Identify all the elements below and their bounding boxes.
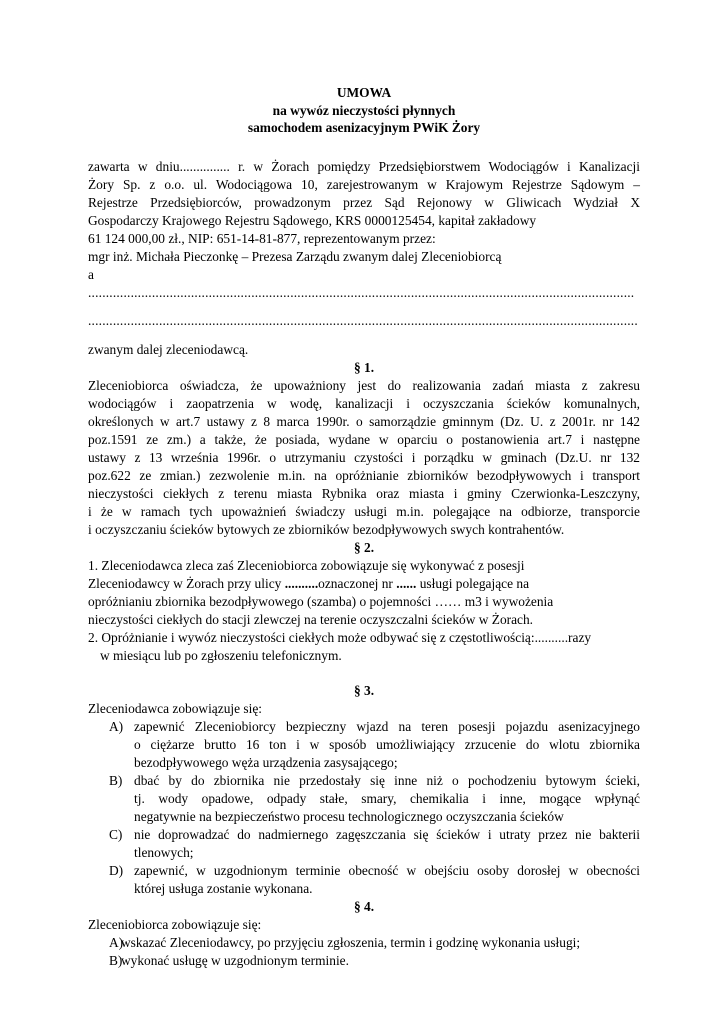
list-line: której usługa zostanie wykonana. — [134, 880, 313, 896]
list-line: nie doprowadzać do nadmiernego zagęszczania się ścieków i utraty przez nie bakterii — [134, 826, 640, 842]
list-line: negatywnie na bezpieczeństwo procesu technologicznego oczyszczania ścieków — [134, 808, 564, 824]
title-line: na wywóz nieczystości płynnych — [272, 102, 456, 118]
section-3 — [88, 682, 640, 898]
text-run: oznaczonej nr — [318, 575, 397, 591]
intro-line: mgr inż. Michała Pieczonkę – Prezesa Zarządu zwanym dalej Zleceniobiorcą — [88, 248, 502, 264]
list-line: zapewnić, w uzgodnionym terminie obecność w obejściu osoby dorosłej w obecności — [134, 862, 640, 878]
section-line: wodociągów i zaopatrzenia w wodę, kanalizacji i oczyszczania ścieków komunalnych, — [88, 395, 640, 411]
list-line: bezodpływowego węża urządzenia zasysającego; — [134, 754, 398, 770]
section-heading: § 1. — [353, 359, 375, 375]
fill-in-blank: .......... — [284, 575, 319, 591]
intro-closing: zwanym dalej zleceniodawcą. — [88, 341, 249, 357]
title-line: samochodem asenizacyjnym PWiK Żory — [247, 120, 481, 135]
section-heading: § 2. — [353, 539, 375, 555]
section-4 — [88, 898, 640, 970]
list-label: B) — [109, 772, 123, 788]
list-label: B) — [109, 952, 123, 968]
section-line: 1. Zleceniodawca zleca zaś Zleceniobiorca zobowiązuje się wykonywać z posesji — [88, 557, 525, 573]
text-run: Zleceniodawcy w Żorach przy ulicy — [88, 575, 285, 591]
list-line: tlenowych; — [134, 844, 194, 860]
intro-line: Rejestrze Przedsiębiorców, prowadzonym przez Sąd Rejonowy w Gliwicach Wydział X — [88, 194, 640, 210]
section-lead: Zleceniobiorca zobowiązuje się: — [88, 916, 262, 932]
list-item — [88, 934, 640, 952]
title-line: UMOWA — [336, 85, 392, 100]
intro-line: zawarta w dniu............... r. w Żorach pomiędzy Przedsiębiorstwem Wodociągów i Kanalizacji — [88, 158, 640, 174]
list-item — [88, 952, 640, 970]
section-line: Zleceniobiorca oświadcza, że upoważniony jest do realizowania zadań miasta z zakresu — [88, 377, 640, 393]
section-line — [88, 575, 640, 593]
section-line: poz.622 ze zmian.) zezwolenie m.in. na opróżnianie zbiorników bezodpływowych i transport — [88, 467, 640, 483]
dotted-fill-line: .......................................................................................................................................................... — [88, 284, 635, 300]
document-title — [88, 84, 640, 137]
section-line: opróżnianiu zbiornika bezodpływowego (szamba) o pojemności …… m3 i wywożenia — [88, 593, 554, 609]
intro-line: a — [88, 266, 94, 282]
intro-line: Żory Sp. z o.o. ul. Wodociągowa 10, zarejestrowanym w Krajowym Rejestrze Sądowym – — [88, 176, 640, 192]
section-heading: § 3. — [353, 682, 375, 698]
section-1 — [88, 359, 640, 539]
section-line: 2. Opróżnianie i wywóz nieczystości ciekłych może odbywać się z częstotliwością:..........razy — [88, 629, 592, 645]
fill-in-blank: ...... — [396, 575, 417, 591]
list-line: o ciężarze brutto 16 ton i w sposób umożliwiający zrzucenie do wlotu zbiornika — [134, 736, 640, 752]
section-line: poz.1591 ze zm.) a także, że posiada, wydane w oparciu o postanowienia art.7 i następne — [88, 431, 640, 447]
list-item — [88, 862, 640, 898]
list-label: C) — [109, 826, 123, 842]
intro-line: 61 124 000,00 zł., NIP: 651-14-81-877, reprezentowanym przez: — [88, 230, 436, 246]
text-run: usługi polegające na — [416, 575, 530, 591]
list-line: wykonać usługę w uzgodnionym terminie. — [121, 952, 349, 968]
section-2 — [88, 539, 640, 665]
contract-page — [88, 84, 640, 970]
section-line: w miesiącu lub po zgłoszeniu telefonicznym. — [100, 647, 342, 663]
intro-paragraph — [88, 158, 640, 359]
list-line: wskazać Zleceniodawcy, po przyjęciu zgłoszenia, termin i godzinę wykonania usługi; — [121, 934, 581, 950]
intro-line: Gospodarczy Krajowego Rejestru Sądowego, KRS 0000125454, kapitał zakładowy — [88, 212, 537, 228]
list-line: zapewnić Zleceniobiorcy bezpieczny wjazd na teren posesji pojazdu asenizacyjnego — [134, 718, 640, 734]
section-line: nieczystości ciekłych do stacji zlewczej na terenie oczyszczalni ścieków w Żorach. — [88, 611, 534, 627]
list-item — [88, 772, 640, 826]
section-line: ustawy z 13 września 1996r. o utrzymaniu czystości i porządku w gminach (Dz.U. nr 132 — [88, 449, 640, 465]
section-heading: § 4. — [353, 898, 375, 914]
list-line: tj. wody opadowe, odpady stałe, smary, chemikalia i inne, mogące wpłynąć — [134, 790, 640, 806]
section-line: i oczyszczaniu ścieków bytowych ze zbiorników bezodpływowych swych kontrahentów. — [88, 521, 565, 537]
section-lead: Zleceniodawca zobowiązuje się: — [88, 700, 262, 716]
list-item — [88, 826, 640, 862]
list-label: A) — [109, 934, 124, 950]
section-line: i że w ramach tych upoważnień świadczy usługi m.in. polegające na odbiorze, transporcie — [88, 503, 640, 519]
list-label: A) — [109, 718, 124, 734]
section-line: określonych w art.7 ustawy z 8 marca 1990r. o samorządzie gminnym (Dz. U. z 2001r. nr 142 — [88, 413, 640, 429]
list-label: D) — [109, 862, 124, 878]
list-item — [88, 718, 640, 772]
dotted-fill-line: ........................................................................................................................................................... — [88, 312, 638, 328]
list-line: dbać by do zbiornika nie przedostały się inne niż o pochodzeniu bytowym ścieki, — [134, 772, 640, 788]
section-line: nieczystości ciekłych z terenu miasta Rybnika oraz miasta i gminy Czerwionka-Leszczyny, — [88, 485, 640, 501]
